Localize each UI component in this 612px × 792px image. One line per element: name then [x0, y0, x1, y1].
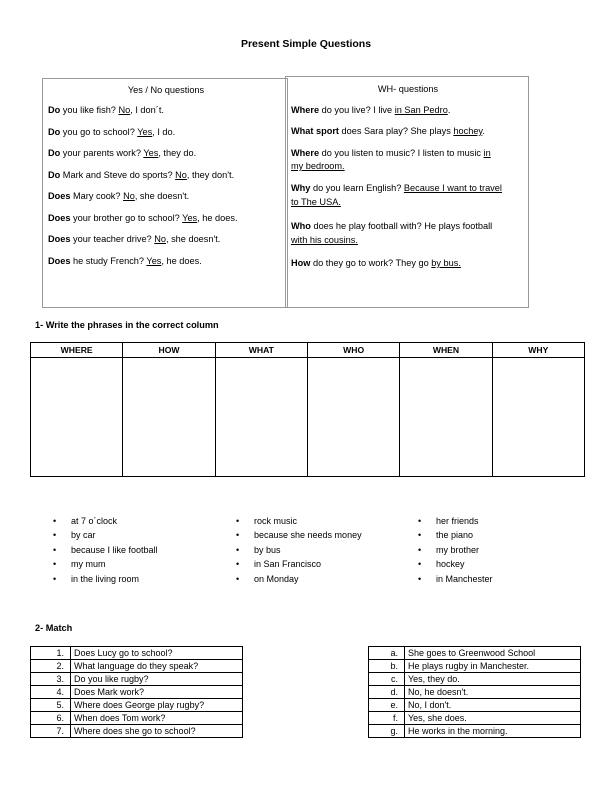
column-header-what: WHAT — [215, 343, 307, 358]
table-row — [31, 660, 243, 673]
column-cell-where[interactable] — [31, 358, 123, 477]
wh-line: Why do you learn English? Because I want to travel — [291, 183, 502, 193]
wh-line: Who does he play football with? He plays football — [291, 221, 493, 231]
match-answers-table — [368, 646, 581, 738]
wh-line-cont: to The USA. — [291, 197, 341, 207]
wh-line: Where do you listen to music? I listen to music in — [291, 148, 491, 158]
table-row — [369, 686, 581, 699]
wh-line-cont: my bedroom. — [291, 161, 345, 171]
question-number: 6. — [31, 712, 71, 725]
yes-no-line: Does Mary cook? No, she doesn't. — [48, 191, 190, 201]
table-row — [369, 660, 581, 673]
column-header-how: HOW — [123, 343, 215, 358]
answer-letter: g. — [369, 725, 405, 738]
phrase-list-3: • her friends • the piano • my brother • hockey • in Manchester — [418, 516, 493, 584]
table-row — [31, 686, 243, 699]
column-cell-how[interactable] — [123, 358, 215, 477]
table-row — [369, 647, 581, 660]
table-row — [31, 699, 243, 712]
wh-box — [285, 76, 529, 308]
phrase-list-2: • rock music • because she needs money • by bus • in San Francisco • on Monday — [236, 516, 362, 584]
question-number: 4. — [31, 686, 71, 699]
answer-text: He works in the morning. — [405, 725, 581, 738]
wh-line: Where do you live? I live in San Pedro. — [291, 105, 451, 115]
column-cell-who[interactable] — [307, 358, 399, 477]
question-number: 7. — [31, 725, 71, 738]
answer-text: No, I don't. — [405, 699, 581, 712]
wh-line-cont: with his cousins. — [291, 235, 358, 245]
page-title: Present Simple Questions — [240, 38, 372, 50]
question-text: Does Lucy go to school? — [71, 647, 243, 660]
question-text: Where does George play rugby? — [71, 699, 243, 712]
question-number: 2. — [31, 660, 71, 673]
section-2-title: 2- Match — [35, 623, 73, 633]
column-header-who: WHO — [307, 343, 399, 358]
answer-letter: f. — [369, 712, 405, 725]
table-row — [369, 712, 581, 725]
column-header-why: WHY — [492, 343, 584, 358]
table-row — [31, 725, 243, 738]
yes-no-line: Does your teacher drive? No, she doesn't. — [48, 234, 221, 244]
section-1-title: 1- Write the phrases in the correct column — [35, 320, 219, 330]
match-questions-table — [30, 646, 243, 738]
table-row — [369, 699, 581, 712]
question-text: What language do they speak? — [71, 660, 243, 673]
column-table — [30, 342, 585, 477]
answer-text: He plays rugby in Manchester. — [405, 660, 581, 673]
yes-no-line: Do Mark and Steve do sports? No, they don't. — [48, 169, 235, 180]
question-number: 1. — [31, 647, 71, 660]
answer-text: Yes, they do. — [405, 673, 581, 686]
table-row — [31, 712, 243, 725]
yes-no-line: Do you like fish? No, I don´t. — [48, 105, 164, 115]
answer-text: Yes, she does. — [405, 712, 581, 725]
column-cell-when[interactable] — [400, 358, 492, 477]
phrase-list-1: • at 7 o´clock • by car • because I like football • my mum • in the living room — [53, 516, 158, 584]
answer-text: No, he doesn't. — [405, 686, 581, 699]
answer-letter: c. — [369, 673, 405, 686]
column-header-where: WHERE — [31, 343, 123, 358]
wh-line: How do they go to work? They go by bus. — [291, 258, 461, 268]
yes-no-line: Does he study French? Yes, he does. — [48, 255, 202, 266]
question-text: Where does she go to school? — [71, 725, 243, 738]
answer-text: She goes to Greenwood School — [405, 647, 581, 660]
yes-no-heading: Yes / No questions — [127, 85, 205, 95]
table-row — [369, 725, 581, 738]
answer-letter: d. — [369, 686, 405, 699]
question-text: Do you like rugby? — [71, 673, 243, 686]
table-row — [31, 673, 243, 686]
question-text: Does Mark work? — [71, 686, 243, 699]
yes-no-box — [42, 78, 288, 308]
question-number: 5. — [31, 699, 71, 712]
yes-no-line: Does your brother go to school? Yes, he does. — [48, 212, 238, 223]
column-cell-what[interactable] — [215, 358, 307, 477]
column-header-when: WHEN — [400, 343, 492, 358]
answer-letter: b. — [369, 660, 405, 673]
yes-no-line: Do your parents work? Yes, they do. — [48, 148, 197, 158]
column-cell-why[interactable] — [492, 358, 584, 477]
wh-line: What sport does Sara play? She plays hochey. — [291, 126, 485, 136]
table-row — [31, 647, 243, 660]
question-number: 3. — [31, 673, 71, 686]
question-text: When does Tom work? — [71, 712, 243, 725]
yes-no-line: Do you go to school? Yes, I do. — [48, 126, 176, 137]
wh-heading: WH- questions — [377, 84, 439, 94]
answer-letter: a. — [369, 647, 405, 660]
table-row — [369, 673, 581, 686]
answer-letter: e. — [369, 699, 405, 712]
